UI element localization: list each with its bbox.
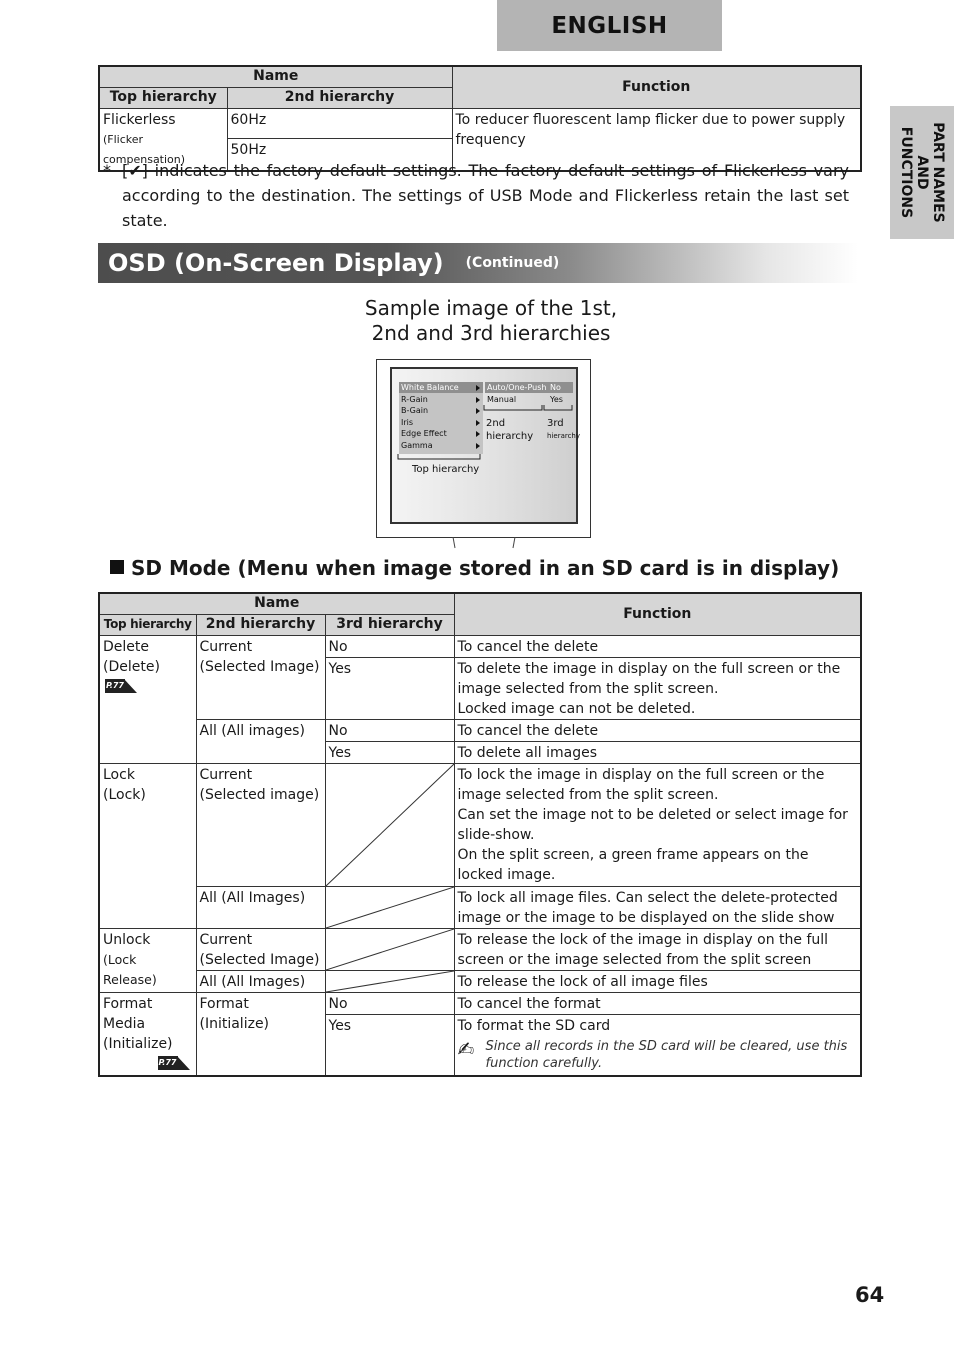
lock-sub-label: (Lock): [103, 786, 146, 803]
sd-second-hierarchy-header: 2nd hierarchy: [196, 614, 325, 635]
format-label-initialize: (Initialize): [103, 1035, 173, 1052]
lock-current-text-1: To lock the image in display on the full screen or the image selected from the split screen.: [457, 766, 825, 803]
unlock-sub-label: (Lock Release): [103, 951, 157, 987]
label-3rd-a: 3rd: [547, 418, 564, 429]
flickerless-label: Flickerless: [103, 111, 176, 128]
label-top-hierarchy: Top hierarchy: [412, 464, 480, 475]
format-label: Format: [103, 995, 153, 1012]
sd-function-header: Function: [454, 593, 861, 635]
unlock-current-label: Current: [199, 931, 253, 948]
sample-caption-line-2: 2nd and 3rd hierarchies: [371, 321, 611, 345]
function-header: Function: [452, 66, 861, 108]
delete-current-sub: (Selected Image): [199, 658, 320, 675]
page-number: 64: [855, 1283, 885, 1307]
second-hierarchy-header: 2nd hierarchy: [227, 87, 452, 108]
third-item-no: No: [550, 383, 561, 392]
third-item-yes: Yes: [550, 395, 563, 404]
caution-memo-text: Since all records in the SD card will be cleared, use this function carefully.: [485, 1038, 848, 1071]
pencil-memo-icon: ✍: [457, 1036, 475, 1061]
delete-current-yes: Yes: [325, 657, 454, 718]
heading-square-bullet-icon: [110, 560, 124, 574]
format-page-ref-row: [103, 1054, 193, 1074]
menu-item-gamma: Gamma: [401, 441, 433, 450]
section-title: OSD (On-Screen Display): [108, 249, 444, 277]
menu-item-iris: Iris: [401, 418, 414, 427]
flickerless-function: To reducer fluorescent lamp flicker due to power supply frequency: [452, 108, 861, 171]
page-ref-icon: [105, 679, 137, 693]
lock-all-function: To lock all image files. Can select the delete-protected image or the image to be displayed on the slide show: [454, 886, 861, 928]
monitor-stand: [445, 537, 525, 551]
format-yes-function: [454, 1014, 861, 1076]
section-title-bar: [98, 243, 858, 283]
delete-all-no-function: To cancel the delete: [454, 719, 861, 741]
format-label-media: Media: [103, 1015, 146, 1032]
section-continued: (Continued): [465, 255, 560, 271]
lock-cell: [99, 763, 196, 928]
unlock-current-cell: [196, 928, 325, 970]
sd-mode-heading-text: SD Mode (Menu when image stored in an SD card is in display): [131, 556, 840, 580]
sd-mode-table: [98, 592, 862, 1077]
menu-item-edge-effect: Edge Effect: [401, 429, 447, 438]
delete-current-yes-function: [454, 657, 861, 719]
delete-all-yes-function: To delete all images: [454, 741, 861, 763]
note-text: [✔] indicates the factory default settings. The factory default settings of Flickerless vary according to the destination. The settings of USB Mode and Flickerless retain the last set state.: [122, 161, 849, 230]
unlock-current-empty-cell: [325, 928, 454, 970]
format-cell: [99, 992, 196, 1076]
menu-item-r-gain: R-Gain: [401, 395, 428, 404]
lock-current-cell: [196, 763, 325, 886]
delete-cell: [99, 635, 196, 763]
default-settings-note: [103, 158, 849, 233]
delete-current-no: No: [325, 635, 454, 657]
lock-current-label: Current: [199, 766, 253, 783]
label-2nd-a: 2nd: [486, 418, 506, 429]
flickerless-sub-label: (Flicker compensation): [103, 132, 186, 166]
sd-third-hierarchy-header: 3rd hierarchy: [325, 614, 454, 635]
lock-all-label: All (All Images): [196, 886, 325, 928]
delete-all-no: No: [325, 719, 454, 741]
sample-caption-line-1: Sample image of the 1st,: [364, 296, 618, 320]
name-header: Name: [99, 66, 452, 87]
lock-label: Lock: [103, 766, 135, 783]
format-yes-text: To format the SD card: [457, 1017, 611, 1034]
label-2nd-hierarchy: [486, 417, 533, 443]
diagonal-line: [326, 887, 454, 928]
delete-current-no-function: To cancel the delete: [454, 635, 861, 657]
sd-name-header: Name: [99, 593, 454, 614]
second-item-auto: Auto/One-Push: [487, 383, 547, 392]
unlock-all-empty-cell: [325, 970, 454, 992]
diagonal-line: [326, 929, 454, 970]
sd-mode-heading: [110, 556, 839, 580]
page-ref-label: P.77: [105, 679, 125, 693]
delete-sub-text: (Delete): [103, 658, 160, 675]
delete-all-yes: Yes: [325, 741, 454, 763]
option-50hz: 50Hz: [227, 139, 452, 171]
delete-current-label: Current: [199, 638, 253, 655]
sd-top-hierarchy-header: Top hierarchy: [99, 614, 196, 635]
top-hierarchy-header: Top hierarchy: [99, 87, 227, 108]
delete-locked-note: Locked image can not be deleted.: [457, 700, 696, 717]
language-tab: ENGLISH: [497, 0, 722, 51]
monitor-illustration: [376, 359, 591, 538]
page-ref-label: P.77: [158, 1056, 178, 1070]
lock-current-empty-cell: [325, 763, 454, 886]
unlock-current-function: To release the lock of the image in display on the full screen or the image selected from the split screen: [454, 928, 861, 970]
unlock-current-sub: (Selected Image): [199, 951, 320, 968]
delete-all-label: All (All images): [196, 719, 325, 763]
menu-item-b-gain: B-Gain: [401, 406, 429, 415]
unlock-all-label: All (All Images): [196, 970, 325, 992]
lock-current-text-2: Can set the image not to be deleted or select image for slide-show.: [457, 806, 848, 843]
lock-current-sub: (Selected image): [199, 786, 320, 803]
diagonal-line: [326, 971, 454, 992]
format-second-cell: [196, 992, 325, 1076]
unlock-all-function: To release the lock of all image files: [454, 970, 861, 992]
label-3rd-hierarchy: [547, 417, 580, 443]
lock-current-text-3: On the split screen, a green frame appears on the locked image.: [457, 846, 809, 883]
format-second-label: Format: [199, 995, 249, 1012]
format-no: No: [325, 992, 454, 1014]
option-60hz: 60Hz: [227, 108, 452, 139]
note-asterisk: *: [103, 161, 111, 180]
diagonal-line: [326, 764, 454, 886]
side-tab-line-3: FUNCTIONS: [898, 126, 914, 219]
label-2nd-b: hierarchy: [486, 431, 534, 442]
format-yes: Yes: [325, 1014, 454, 1076]
sample-caption: [330, 296, 652, 346]
menu-item-white-balance: White Balance: [401, 383, 459, 392]
format-second-sub: (Initialize): [199, 1015, 270, 1032]
label-3rd-b: hierarchy: [547, 432, 581, 440]
flickerless-table: [98, 65, 862, 172]
side-tab-line-2: AND: [914, 155, 930, 190]
second-item-manual: Manual: [487, 395, 517, 404]
lock-current-function: [454, 763, 861, 886]
lock-all-empty-cell: [325, 886, 454, 928]
delete-current-yes-text: To delete the image in display on the full screen or the image selected from the split screen.: [457, 660, 841, 697]
delete-current-cell: [196, 635, 325, 719]
page-ref-icon: [158, 1056, 190, 1070]
monitor-screen: [390, 367, 581, 524]
format-no-function: To cancel the format: [454, 992, 861, 1014]
delete-sub-label: [103, 657, 193, 697]
section-side-tab: [890, 106, 954, 239]
delete-label: Delete: [103, 638, 149, 655]
side-tab-line-1: PART NAMES: [930, 122, 946, 223]
caution-memo: [458, 1038, 858, 1072]
unlock-cell: [99, 928, 196, 992]
unlock-label: Unlock: [103, 931, 151, 948]
